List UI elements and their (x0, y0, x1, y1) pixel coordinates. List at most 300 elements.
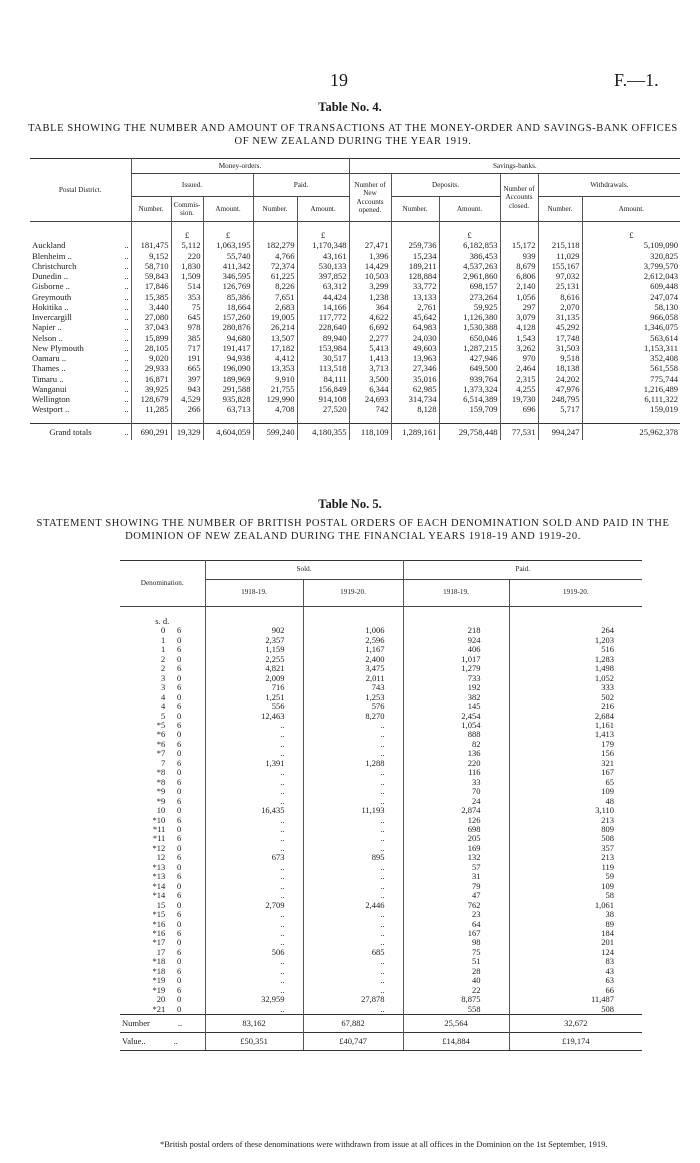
paid-1919-20: 109 (509, 882, 642, 891)
pence: 0 (177, 654, 182, 664)
table-row (120, 986, 642, 995)
sold-1918-19: .. (205, 768, 303, 777)
cell-paid-amt: 27,520 (297, 404, 349, 414)
header-paid-number: Number. (253, 197, 297, 222)
paid-1919-20: 109 (509, 787, 642, 796)
cell-dep-num: 24,030 (391, 333, 439, 343)
header-paid-1919: 1919-20. (509, 580, 642, 607)
denomination (120, 967, 205, 976)
cell-paid-num: 9,910 (253, 374, 297, 384)
cell-wd-amt: 5,109,090 (582, 240, 680, 250)
spacer-cell (538, 415, 582, 424)
paid-1918-19: 192 (403, 683, 509, 692)
pence: 0 (177, 862, 182, 872)
pence: 6 (177, 966, 182, 976)
cell-iss-comm: 1,509 (171, 271, 203, 281)
pence: 0 (177, 806, 182, 816)
spacer-cell (297, 415, 349, 424)
table-row (120, 797, 642, 806)
sold-1918-19: 2,009 (205, 674, 303, 683)
number-row-paid-1918-19: 25,564 (403, 1015, 509, 1033)
paid-1919-20: 809 (509, 825, 642, 834)
total-iss-num: 690,291 (131, 423, 171, 440)
cell-paid-num: 19,005 (253, 312, 297, 322)
cell-iss-comm: 191 (171, 353, 203, 363)
cell-iss-amt: 157,260 (203, 312, 253, 322)
sold-1918-19: 716 (205, 683, 303, 692)
sold-1918-19: .. (205, 967, 303, 976)
paid-1918-19: 82 (403, 740, 509, 749)
denomination (120, 778, 205, 787)
cell-iss-amt: 18,664 (203, 302, 253, 312)
paid-1918-19: 132 (403, 853, 509, 862)
cell-dep-amt: 4,537,263 (439, 261, 500, 271)
cell-iss-amt: 94,680 (203, 333, 253, 343)
paid-1918-19: 2,874 (403, 806, 509, 815)
header-postal-district: Postal District. (58, 185, 102, 194)
cell-closed: 2,140 (500, 281, 538, 291)
sold-1919-20: .. (303, 844, 403, 853)
cell-paid-num: 4,412 (253, 353, 297, 363)
cell-iss-amt: 126,769 (203, 281, 253, 291)
sold-1918-19: .. (205, 957, 303, 966)
sold-1919-20: 8,270 (303, 712, 403, 721)
sold-1918-19: 556 (205, 702, 303, 711)
table-row (30, 271, 680, 281)
page-reference: F.—1. (614, 70, 659, 90)
sold-1919-20: 27,878 (303, 995, 403, 1004)
pence: 6 (177, 928, 182, 938)
shillings: 20 (156, 995, 166, 1005)
currency-mark: £ (439, 230, 500, 240)
spacer-cell (171, 415, 203, 424)
table-row (120, 995, 642, 1004)
shillings: *11 (152, 834, 166, 844)
denomination (120, 655, 205, 664)
header-paid-amount: Amount. (297, 197, 349, 222)
sold-1919-20: .. (303, 967, 403, 976)
pence: 0 (177, 692, 182, 702)
leader-dots: .. (111, 423, 131, 440)
cell-dep-num: 15,234 (391, 251, 439, 261)
paid-1919-20: 184 (509, 929, 642, 938)
denomination (120, 929, 205, 938)
value-row-label (120, 1033, 205, 1051)
cell-dep-num: 314,734 (391, 394, 439, 404)
pence: 0 (177, 711, 182, 721)
cell-dep-amt: 6,182,853 (439, 240, 500, 250)
denomination (120, 740, 205, 749)
cell-wd-num: 5,717 (538, 404, 582, 414)
cell-dep-amt: 2,961,860 (439, 271, 500, 281)
sold-1918-19: .. (205, 740, 303, 749)
cell-wd-num: 155,167 (538, 261, 582, 271)
cell-iss-comm: 220 (171, 251, 203, 261)
sold-1919-20: .. (303, 891, 403, 900)
cell-wd-amt: 609,448 (582, 281, 680, 291)
sold-1918-19: .. (205, 816, 303, 825)
total-iss-amt: 4,604,059 (203, 423, 253, 440)
table-row (120, 674, 642, 683)
denomination (120, 664, 205, 673)
paid-1918-19: 75 (403, 948, 509, 957)
cell-new-acc: 6,692 (349, 322, 391, 332)
pence: 0 (177, 957, 182, 967)
paid-1919-20: 124 (509, 948, 642, 957)
cell-dep-amt: 1,373,324 (439, 384, 500, 394)
district-name: Blenheim .. (32, 250, 72, 261)
sold-1919-20: 11,193 (303, 806, 403, 815)
shillings: 4 (161, 692, 166, 702)
cell-wd-amt: 3,799,570 (582, 261, 680, 271)
denomination (120, 787, 205, 796)
denomination (120, 891, 205, 900)
table-row (120, 910, 642, 919)
paid-1918-19: 2,454 (403, 712, 509, 721)
spacer-cell (349, 415, 391, 424)
cell-wd-num: 31,135 (538, 312, 582, 322)
table-row (30, 343, 680, 353)
cell-paid-amt: 44,424 (297, 292, 349, 302)
table-row (120, 683, 642, 692)
cell-wd-num: 8,616 (538, 292, 582, 302)
denomination (120, 872, 205, 881)
leader-dots: .. (124, 394, 129, 404)
table-row (120, 920, 642, 929)
table-row (30, 353, 680, 363)
header-withdrawals-amount: Amount. (582, 197, 680, 222)
shillings: 12 (156, 853, 166, 863)
paid-1918-19: 23 (403, 910, 509, 919)
table-row (120, 1005, 642, 1015)
pence: 0 (177, 673, 182, 683)
denomination (120, 806, 205, 815)
table-row (120, 901, 642, 910)
shillings: *16 (152, 928, 166, 938)
paid-1918-19: 116 (403, 768, 509, 777)
sold-1919-20: .. (303, 929, 403, 938)
paid-1919-20: 58 (509, 891, 642, 900)
denomination (120, 749, 205, 758)
paid-1919-20: 1,052 (509, 674, 642, 683)
cell-wd-amt: 775,744 (582, 374, 680, 384)
total-paid-num: 599,240 (253, 423, 297, 440)
pence: 6 (177, 796, 182, 806)
paid-1919-20: 63 (509, 976, 642, 985)
number-row-paid-1919-20: 32,672 (509, 1015, 642, 1033)
sold-1919-20: .. (303, 825, 403, 834)
cell-dep-num: 13,133 (391, 292, 439, 302)
sold-1919-20: .. (303, 957, 403, 966)
value-row-paid-1919-20: £19,174 (509, 1033, 642, 1051)
header-accounts-closed: Number of Accounts closed. (500, 174, 538, 222)
currency-mark: £ (203, 230, 253, 240)
cell-new-acc: 27,471 (349, 240, 391, 250)
shillings: *17 (152, 938, 166, 948)
paid-1919-20: 1,413 (509, 730, 642, 739)
table-row (30, 281, 680, 291)
sold-1918-19: .. (205, 844, 303, 853)
pence: 6 (177, 872, 182, 882)
total-closed: 77,531 (500, 423, 538, 440)
denomination (120, 853, 205, 862)
table-row (30, 292, 680, 302)
table-row (120, 872, 642, 881)
denomination (120, 901, 205, 910)
sold-1918-19: .. (205, 910, 303, 919)
cell-iss-comm: 266 (171, 404, 203, 414)
paid-1918-19: 1,054 (403, 721, 509, 730)
sold-1919-20: .. (303, 816, 403, 825)
sold-1918-19: 4,821 (205, 664, 303, 673)
pence: 0 (177, 900, 182, 910)
sold-1919-20: 3,475 (303, 664, 403, 673)
shillings: 5 (161, 711, 166, 721)
sold-1918-19: 902 (205, 626, 303, 635)
cell-new-acc: 1,413 (349, 353, 391, 363)
leader-dots: .. (124, 281, 129, 292)
cell-wd-num: 31,503 (538, 343, 582, 353)
paid-1919-20: 2,684 (509, 712, 642, 721)
cell-dep-num: 8,128 (391, 404, 439, 414)
leader-dots: .. (124, 291, 129, 302)
cell-new-acc: 6,344 (349, 384, 391, 394)
header-savings-banks: Savings-banks. (349, 159, 680, 174)
denomination (120, 759, 205, 768)
cell-paid-amt: 156,849 (297, 384, 349, 394)
page-number: 19 (330, 70, 348, 90)
denomination (120, 730, 205, 739)
sold-1918-19: .. (205, 929, 303, 938)
header-deposits: Deposits. (391, 174, 500, 197)
shillings: *10 (152, 815, 166, 825)
shillings: *7 (156, 749, 166, 759)
sold-1918-19: 1,391 (205, 759, 303, 768)
cell-dep-num: 45,642 (391, 312, 439, 322)
cell-new-acc: 4,622 (349, 312, 391, 322)
table-row (120, 712, 642, 721)
spacer-cell (582, 415, 680, 424)
shillings: 4 (161, 702, 166, 712)
paid-1919-20: 333 (509, 683, 642, 692)
value-row-sold-1919-20: £40,747 (303, 1033, 403, 1051)
cell-paid-num: 13,353 (253, 363, 297, 373)
cell-dep-amt: 650,046 (439, 333, 500, 343)
table-row (120, 693, 642, 702)
paid-1919-20: 1,161 (509, 721, 642, 730)
paid-1919-20: 1,498 (509, 664, 642, 673)
shillings: *5 (156, 720, 166, 730)
table-row (120, 787, 642, 796)
cell-dep-amt: 427,946 (439, 353, 500, 363)
cell-dep-amt: 59,925 (439, 302, 500, 312)
pence: 6 (177, 910, 182, 920)
cell-closed: 1,056 (500, 292, 538, 302)
sold-1918-19: .. (205, 920, 303, 929)
cell-wd-num: 215,118 (538, 240, 582, 250)
cell-paid-num: 8,226 (253, 281, 297, 291)
sold-1918-19: 12,463 (205, 712, 303, 721)
table-row (30, 312, 680, 322)
cell-iss-num: 15,899 (131, 333, 171, 343)
cell-iss-amt: 280,876 (203, 322, 253, 332)
pence: 6 (177, 834, 182, 844)
shillings: *19 (152, 985, 166, 995)
denomination (120, 797, 205, 806)
paid-1918-19: 145 (403, 702, 509, 711)
leader-dots: .. (124, 342, 129, 353)
paid-1919-20: 156 (509, 749, 642, 758)
cell-iss-num: 15,385 (131, 292, 171, 302)
total-paid-amt: 4,180,355 (297, 423, 349, 440)
sold-1918-19: .. (205, 872, 303, 881)
cell-dep-amt: 386,453 (439, 251, 500, 261)
sold-1918-19: 16,435 (205, 806, 303, 815)
table-row (30, 322, 680, 332)
paid-1919-20: 508 (509, 1005, 642, 1015)
cell-dep-num: 49,603 (391, 343, 439, 353)
sold-1918-19: 2,357 (205, 636, 303, 645)
cell-new-acc: 2,277 (349, 333, 391, 343)
table-row (120, 957, 642, 966)
cell-iss-amt: 94,938 (203, 353, 253, 363)
sold-1919-20: .. (303, 797, 403, 806)
cell-wd-num: 25,131 (538, 281, 582, 291)
sold-1918-19: .. (205, 749, 303, 758)
denomination (120, 674, 205, 683)
sold-1918-19: 2,255 (205, 655, 303, 664)
header-withdrawals: Withdrawals. (538, 174, 680, 197)
pence: 0 (177, 749, 182, 759)
paid-1919-20: 1,203 (509, 636, 642, 645)
table-row (120, 882, 642, 891)
pence: 6 (177, 777, 182, 787)
sold-1919-20: 2,446 (303, 901, 403, 910)
shillings: *15 (152, 910, 166, 920)
cell-paid-amt: 153,984 (297, 343, 349, 353)
cell-paid-num: 2,683 (253, 302, 297, 312)
table4 (30, 158, 680, 440)
currency-mark: £ (297, 230, 349, 240)
grand-totals-label: Grand totals (30, 423, 111, 440)
table-row (30, 240, 680, 250)
table-row (120, 636, 642, 645)
sd-header (120, 617, 205, 626)
cell-dep-num: 64,983 (391, 322, 439, 332)
total-dep-num: 1,289,161 (391, 423, 439, 440)
pence: 0 (177, 768, 182, 778)
district-name: Auckland (32, 240, 66, 251)
table5-title: Table No. 5. (318, 497, 382, 511)
paid-1918-19: 8,875 (403, 995, 509, 1004)
spacer-cell (203, 415, 253, 424)
cell-dep-amt: 6,514,389 (439, 394, 500, 404)
cell-iss-num: 59,843 (131, 271, 171, 281)
sold-1919-20: .. (303, 863, 403, 872)
pence: 6 (177, 891, 182, 901)
cell-dep-num: 2,761 (391, 302, 439, 312)
paid-1919-20: 213 (509, 816, 642, 825)
cell-paid-num: 7,651 (253, 292, 297, 302)
cell-wd-amt: 563,614 (582, 333, 680, 343)
cell-paid-num: 72,374 (253, 261, 297, 271)
shillings: *19 (152, 976, 166, 986)
shillings: *13 (152, 862, 166, 872)
paid-1918-19: 1,279 (403, 664, 509, 673)
paid-1918-19: 558 (403, 1005, 509, 1015)
table-row (30, 374, 680, 384)
sold-1919-20: .. (303, 882, 403, 891)
sold-1919-20: 1,167 (303, 645, 403, 654)
cell-wd-amt: 966,058 (582, 312, 680, 322)
pence: 6 (177, 664, 182, 674)
cell-iss-amt: 1,063,195 (203, 240, 253, 250)
paid-1918-19: 205 (403, 834, 509, 843)
cell-iss-amt: 291,588 (203, 384, 253, 394)
cell-paid-num: 4,708 (253, 404, 297, 414)
paid-1918-19: 33 (403, 778, 509, 787)
shillings: 3 (161, 683, 166, 693)
sold-1918-19: .. (205, 882, 303, 891)
cell-paid-amt: 84,111 (297, 374, 349, 384)
leader-dots: .. (124, 383, 129, 394)
cell-wd-amt: 2,612,043 (582, 271, 680, 281)
denomination (120, 693, 205, 702)
table-row (120, 929, 642, 938)
shillings-header: s. (155, 617, 161, 626)
shillings: *8 (156, 768, 166, 778)
cell-iss-comm: 645 (171, 312, 203, 322)
sold-1918-19: 1,251 (205, 693, 303, 702)
cell-wd-amt: 6,111,322 (582, 394, 680, 404)
shillings: *12 (152, 843, 166, 853)
paid-1918-19: 220 (403, 759, 509, 768)
paid-1918-19: 31 (403, 872, 509, 881)
cell-wd-amt: 58,130 (582, 302, 680, 312)
table-row (120, 655, 642, 664)
cell-dep-amt: 159,709 (439, 404, 500, 414)
cell-closed: 4,255 (500, 384, 538, 394)
sold-1918-19: .. (205, 938, 303, 947)
cell-wd-num: 18,138 (538, 363, 582, 373)
denomination (120, 882, 205, 891)
spacer-cell (30, 415, 131, 424)
cell-wd-amt: 352,408 (582, 353, 680, 363)
shillings: *13 (152, 872, 166, 882)
cell-iss-amt: 189,969 (203, 374, 253, 384)
table-row (30, 261, 680, 271)
paid-1919-20: 89 (509, 920, 642, 929)
pence-header: d. (162, 617, 170, 626)
cell-iss-num: 28,105 (131, 343, 171, 353)
leader-dots: .. (124, 332, 129, 343)
cell-iss-comm: 514 (171, 281, 203, 291)
paid-1918-19: 40 (403, 976, 509, 985)
paid-1919-20: 201 (509, 938, 642, 947)
header-deposits-amount: Amount. (439, 197, 500, 222)
denomination (120, 938, 205, 947)
cell-iss-amt: 63,713 (203, 404, 253, 414)
denomination (120, 712, 205, 721)
pence: 0 (177, 787, 182, 797)
paid-1919-20: 1,283 (509, 655, 642, 664)
pence: 6 (177, 645, 182, 655)
footnote: *British postal orders of these denominations were withdrawn from issue at all offices in the Dominion on the 1st September, 1919. (160, 1139, 608, 1149)
denomination (120, 636, 205, 645)
cell-paid-amt: 30,517 (297, 353, 349, 363)
paid-1918-19: 126 (403, 816, 509, 825)
pence: 6 (177, 720, 182, 730)
